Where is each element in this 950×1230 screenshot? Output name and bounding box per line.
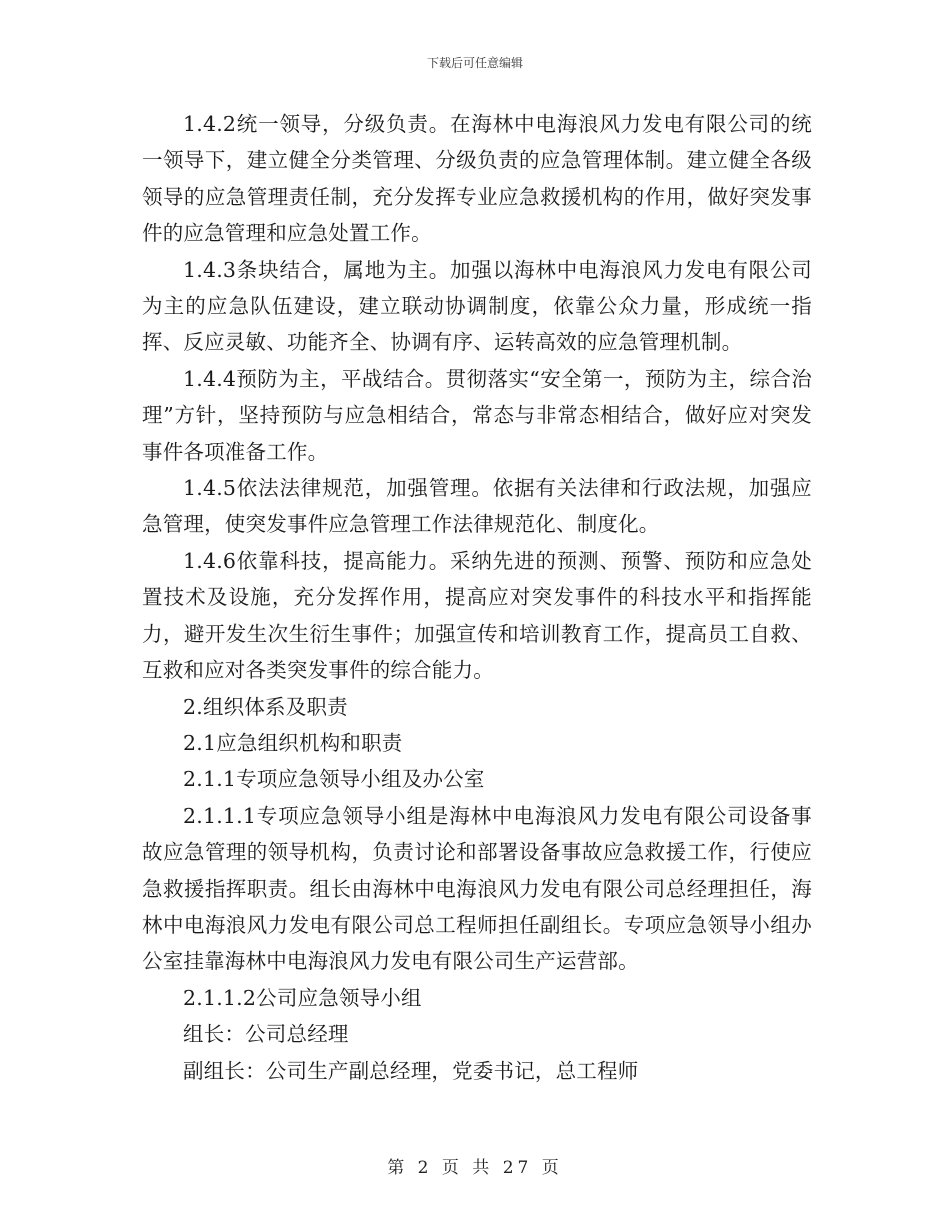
document-body [142, 106, 812, 1089]
page-number: 第 2 页 共 27 页 [387, 1158, 563, 1178]
paragraph-1-4-2: 1.4.2统一领导，分级负责。在海林中电海浪风力发电有限公司的统一领导下，建立健全分类管理、分级负责的应急管理体制。建立健全各级领导的应急管理责任制，充分发挥专业应急救援机构的作用，做好突发事件的应急管理和应急处置工作。 [142, 112, 812, 246]
paragraph-1-4-3: 1.4.3条块结合，属地为主。加强以海林中电海浪风力发电有限公司为主的应急队伍建设，建立联动协调制度，依靠公众力量，形成统一指挥、反应灵敏、功能齐全、协调有序、运转高效的应急管理机制。 [142, 257, 812, 355]
deputy-leader-line: 副组长：公司生产副总经理，党委书记，总工程师 [183, 1058, 639, 1083]
heading-2-1: 2.1应急组织机构和职责 [183, 730, 403, 755]
heading-2-1-1-2: 2.1.1.2公司应急领导小组 [183, 985, 422, 1010]
header-note: 下载后可任意编辑 [426, 56, 523, 70]
paragraph-1-4-4: 1.4.4预防为主，平战结合。贯彻落实“安全第一，预防为主，综合治理”方针，坚持预防与应急相结合，常态与非常态相结合，做好应对突发事件各项准备工作。 [142, 366, 812, 464]
team-leader-line: 组长：公司总经理 [183, 1022, 349, 1047]
heading-2: 2.组织体系及职责 [183, 694, 348, 719]
paragraph-1-4-6: 1.4.6依靠科技，提高能力。采纳先进的预测、预警、预防和应急处置技术及设施，充分发挥作用，提高应对突发事件的科技水平和指挥能力，避开发生次生衍生事件；加强宣传和培训教育工作，提高员工自救、互救和应对各类突发事件的综合能力。 [142, 548, 812, 683]
heading-2-1-1: 2.1.1专项应急领导小组及办公室 [183, 767, 485, 792]
paragraph-1-4-5: 1.4.5依法法律规范，加强管理。依据有关法律和行政法规，加强应急管理，使突发事件应急管理工作法律规范化、制度化。 [142, 476, 812, 537]
paragraph-2-1-1-1: 2.1.1.1专项应急领导小组是海林中电海浪风力发电有限公司设备事故应急管理的领导机构，负责讨论和部署设备事故应急救援工作，行使应急救援指挥职责。组长由海林中电海浪风力发电有限公司总经理担任，海林中电海浪风力发电有限公司总工程师担任副组长。专项应急领导小组办公室挂靠海林中电海浪风力发电有限公司生产运营部。 [142, 803, 812, 974]
